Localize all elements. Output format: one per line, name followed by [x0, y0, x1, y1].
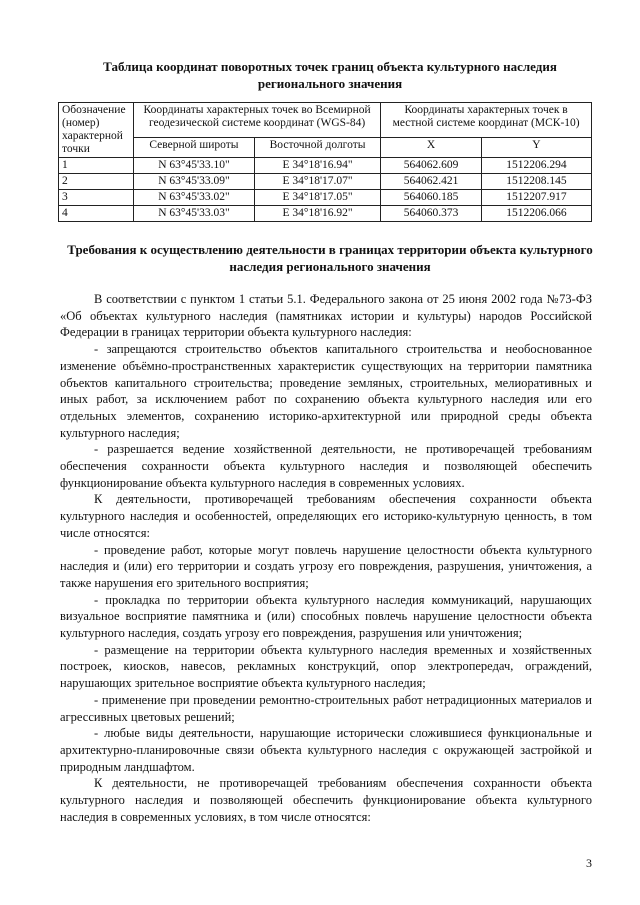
cell-longitude: E 34°18'17.07" — [254, 174, 380, 190]
cell-number: 3 — [59, 190, 134, 206]
coordinates-table — [58, 102, 592, 222]
paragraph: В соответствии с пунктом 1 статьи 5.1. Федерального закона от 25 июня 2002 года №73-ФЗ «Об объектах культурного наследия (памятниках истории и культуры) народов Российской Федерации в границах территории объекта культурного наследия: — [60, 292, 592, 340]
table-row — [59, 174, 592, 190]
cell-number: 4 — [59, 206, 134, 222]
cell-x: 564062.609 — [381, 158, 482, 174]
cell-longitude: E 34°18'17.05" — [254, 190, 380, 206]
cell-x: 564062.421 — [381, 174, 482, 190]
cell-latitude: N 63°45'33.03" — [134, 206, 255, 222]
cell-y: 1512206.066 — [481, 206, 591, 222]
table-title: Таблица координат поворотных точек границ объекта культурного наследия регионального значения — [103, 59, 557, 91]
header-y: Y — [481, 138, 591, 158]
paragraph: - применение при проведении ремонтно-строительных работ нетрадиционных материалов и агрессивных цветовых решений; — [60, 692, 592, 724]
cell-longitude: E 34°18'16.94" — [254, 158, 380, 174]
header-x: X — [381, 138, 482, 158]
table-row — [59, 190, 592, 206]
header-latitude: Северной широты — [134, 138, 255, 158]
paragraph: - разрешается ведение хозяйственной деятельности, не противоречащей требованиям обеспечения сохранности объекта культурного наследия и позволяющей обеспечить функционирование объекта культурного наследия в современных условиях. — [60, 442, 592, 490]
header-point-number: Обозначение (номер) характерной точки — [59, 103, 134, 158]
header-msk: Координаты характерных точек в местной системе координат (МСК-10) — [381, 103, 592, 138]
table-row — [59, 158, 592, 174]
cell-y: 1512206.294 — [481, 158, 591, 174]
paragraph: - прокладка по территории объекта культурного наследия коммуникаций, нарушающих визуальное восприятие памятника и (или) способных повлечь нарушение целостности объекта культурного наследия, создать угрозу его повреждения, разрушения или уничтожения; — [60, 592, 592, 641]
paragraph: - любые виды деятельности, нарушающие исторически сложившиеся функциональные и архитектурно-планировочные связи объекта культурного наследия с окружающей застройкой и природным ландшафтом. — [60, 726, 592, 774]
requirements-title: Требования к осуществлению деятельности в границах территории объекта культурного наследия регионального значения — [67, 242, 593, 274]
body-text — [60, 291, 592, 826]
header-wgs: Координаты характерных точек во Всемирной геодезической системе координат (WGS-84) — [134, 103, 381, 138]
cell-number: 1 — [59, 158, 134, 174]
cell-y: 1512208.145 — [481, 174, 591, 190]
cell-y: 1512207.917 — [481, 190, 591, 206]
paragraph: - размещение на территории объекта культурного наследия временных и хозяйственных построек, киосков, навесов, рекламных конструкций, опор электропередач, ограждений, нарушающих зрительное восприятие объекта культурного наследия; — [60, 642, 592, 691]
cell-x: 564060.185 — [381, 190, 482, 206]
paragraph: К деятельности, противоречащей требованиям обеспечения сохранности объекта культурного наследия и особенностей, определяющих его историко-культурную ценность, в том числе относятся: — [60, 492, 592, 540]
cell-x: 564060.373 — [381, 206, 482, 222]
cell-longitude: E 34°18'16.92" — [254, 206, 380, 222]
cell-latitude: N 63°45'33.02" — [134, 190, 255, 206]
paragraph: - проведение работ, которые могут повлечь нарушение целостности объекта культурного наследия и (или) его территории и создать угрозу его повреждения, разрушения, уничтожения, а также нарушения его зрительного восприятия; — [60, 542, 592, 590]
cell-number: 2 — [59, 174, 134, 190]
header-longitude: Восточной долготы — [254, 138, 380, 158]
cell-latitude: N 63°45'33.10" — [134, 158, 255, 174]
cell-latitude: N 63°45'33.09" — [134, 174, 255, 190]
table-row — [59, 206, 592, 222]
table-header-row — [59, 103, 592, 138]
paragraph: - запрещаются строительство объектов капитального строительства и необоснованное изменение объёмно-пространственных характеристик существующих на территории памятника объектов капитального строительства; проведение земляных, строительных, мелиоративных и иных работ, за исключением работ по сохранению объекта культурного наследия или его отдельных элементов, сохранению историко-архитектурной или природной среды объекта культурного наследия; — [60, 342, 592, 440]
table-subheader-row — [59, 138, 592, 158]
paragraph: К деятельности, не противоречащей требованиям обеспечения сохранности объекта культурного наследия и позволяющей обеспечить функционирование объекта культурного наследия в современных условиях, в том числе относятся: — [60, 776, 592, 824]
page-number: 3 — [586, 856, 592, 870]
